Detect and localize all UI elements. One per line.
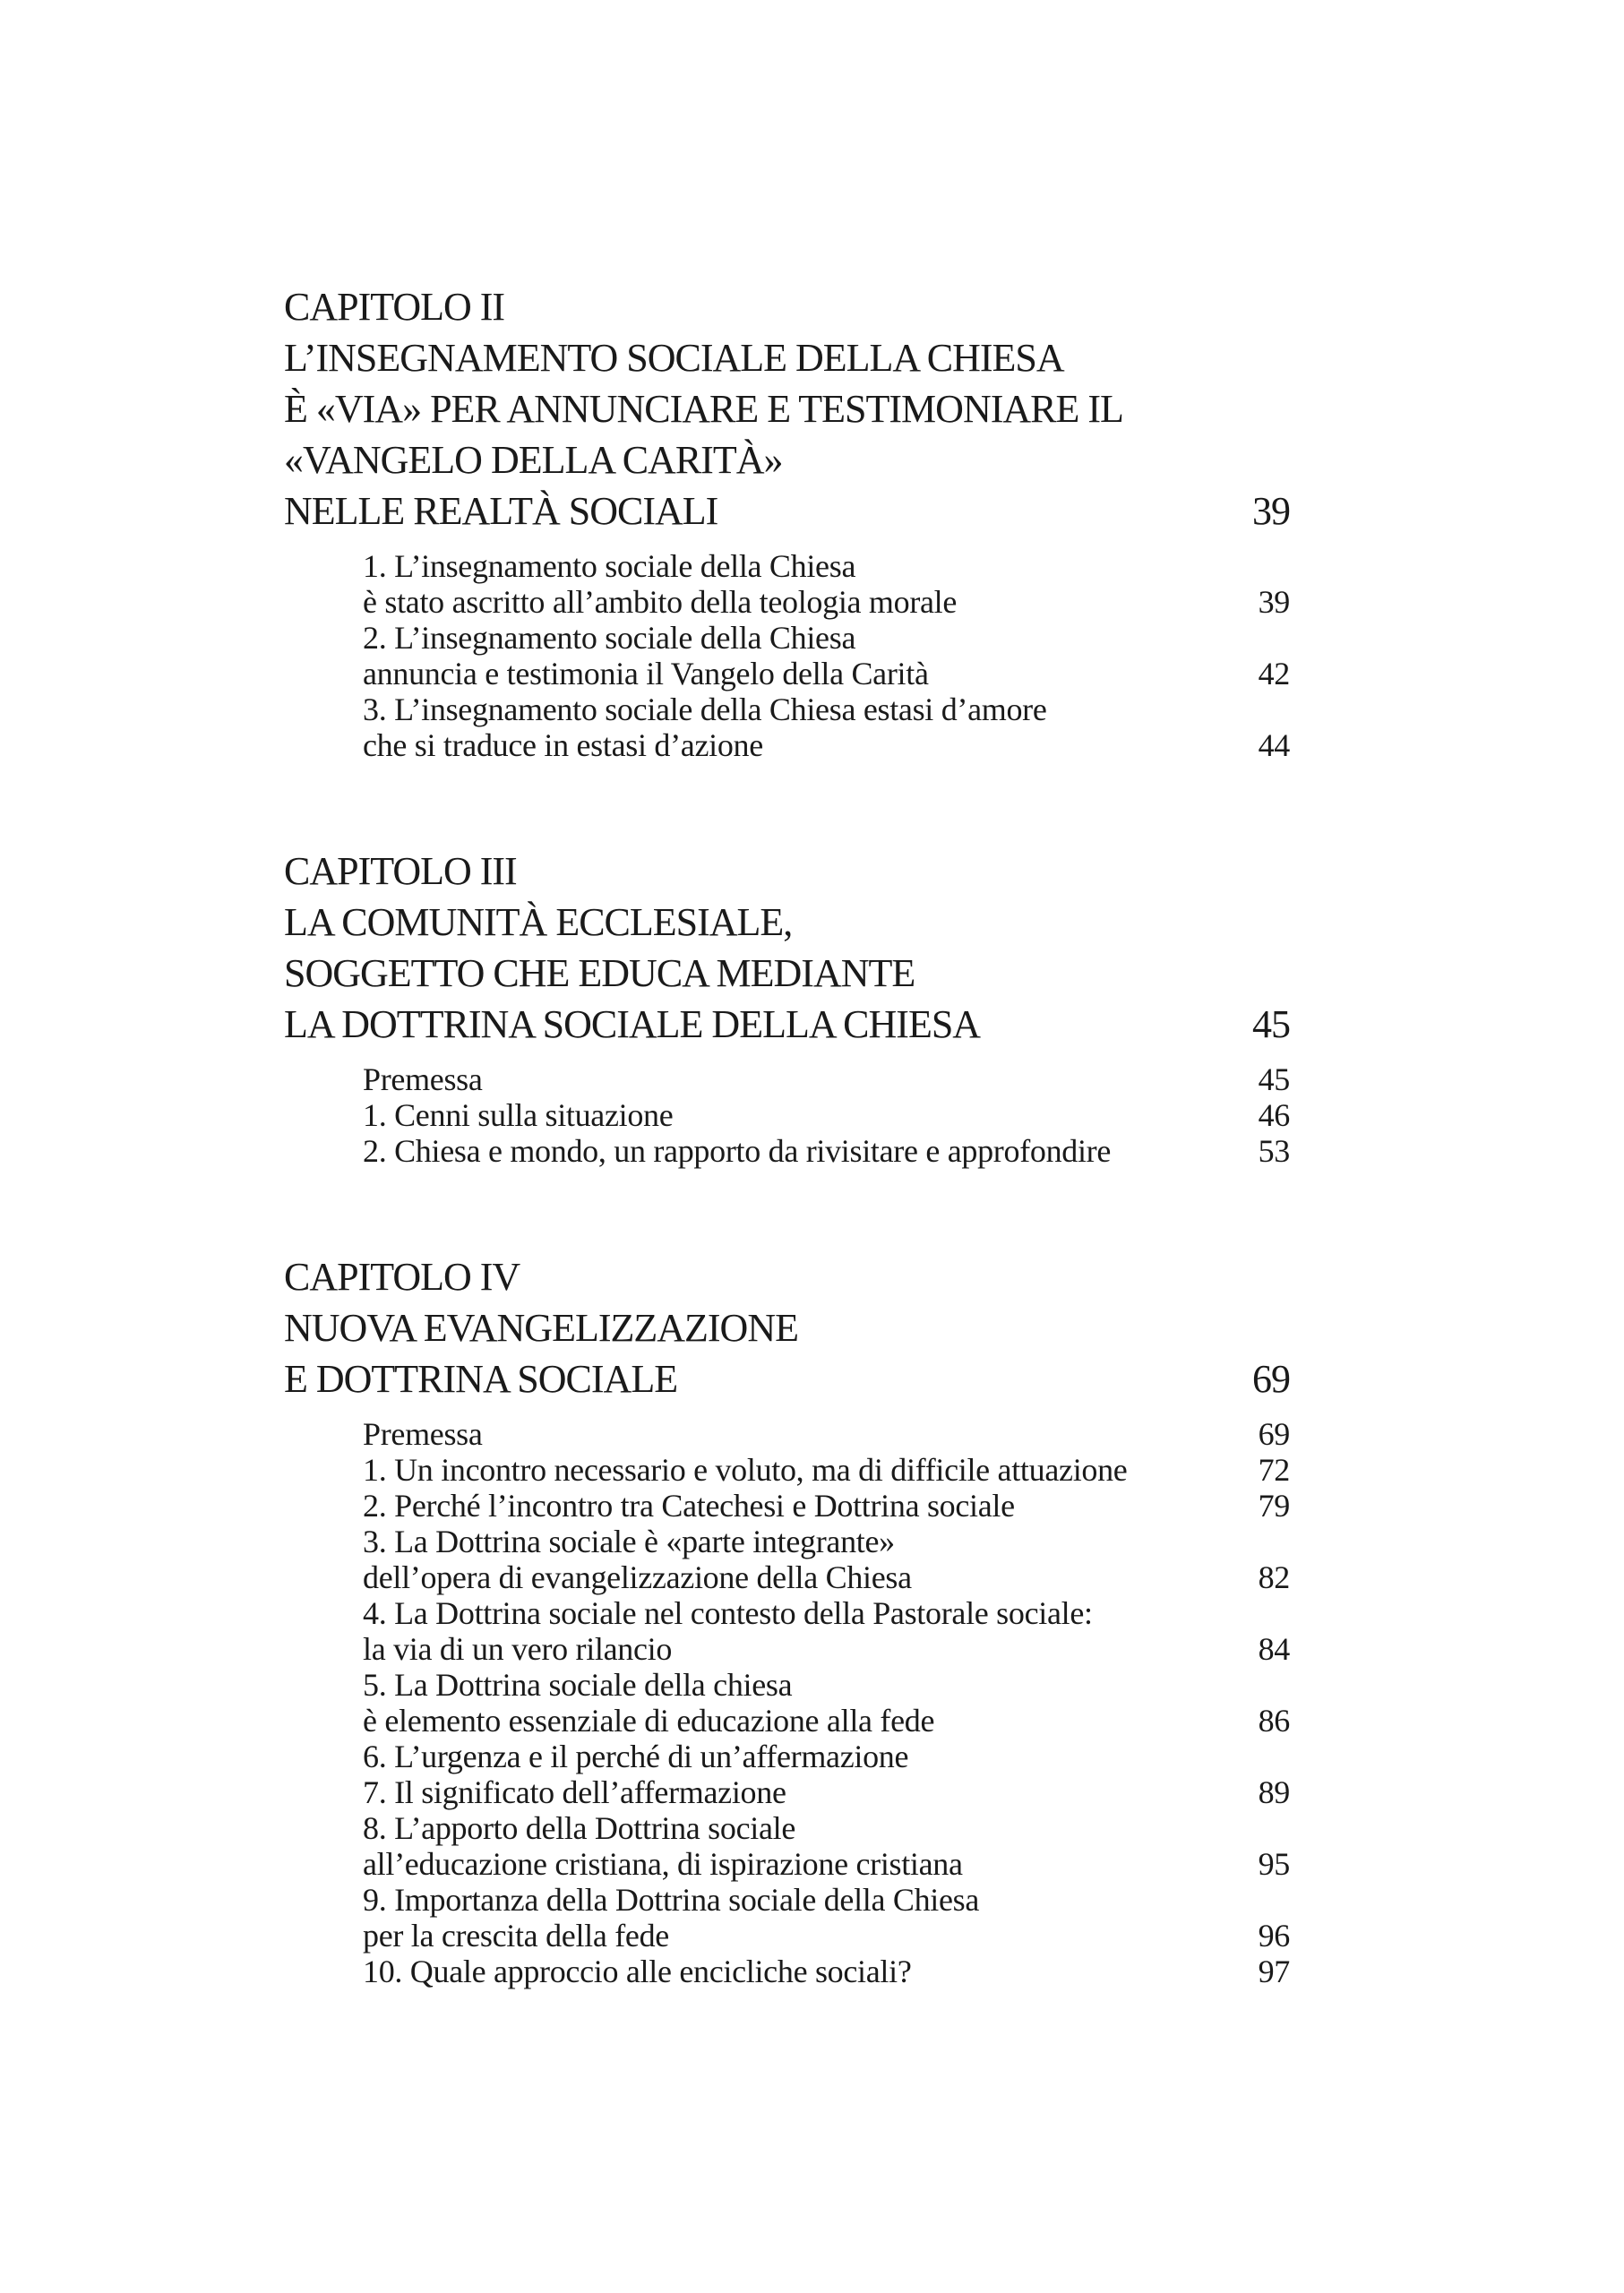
table-of-contents bbox=[284, 281, 1290, 1989]
toc-heading-text: CAPITOLO IV bbox=[284, 1255, 520, 1299]
toc-entry-text: 5. La Dottrina sociale della chiesa bbox=[363, 1667, 793, 1703]
toc-entry-line bbox=[284, 1918, 1290, 1954]
toc-heading-line bbox=[284, 332, 1290, 383]
toc-entry-line bbox=[284, 548, 1290, 584]
page-number: 39 bbox=[1258, 584, 1290, 620]
page-number: 39 bbox=[1252, 489, 1290, 533]
toc-entry-text: 3. La Dottrina sociale è «parte integrante» bbox=[363, 1524, 895, 1559]
toc-entry-line bbox=[284, 1452, 1290, 1488]
toc-heading-text: E DOTTRINA SOCIALE bbox=[284, 1357, 678, 1401]
toc-section-capitolo-3 bbox=[284, 846, 1290, 1169]
page-number: 69 bbox=[1258, 1416, 1290, 1452]
page-number: 46 bbox=[1258, 1097, 1290, 1133]
toc-heading-text: CAPITOLO II bbox=[284, 285, 505, 329]
page-number: 96 bbox=[1258, 1918, 1290, 1954]
toc-section-capitolo-4 bbox=[284, 1251, 1290, 1989]
toc-entry-text: 2. L’insegnamento sociale della Chiesa bbox=[363, 620, 856, 656]
toc-heading-line bbox=[284, 999, 1290, 1050]
toc-heading-text: LA DOTTRINA SOCIALE DELLA CHIESA bbox=[284, 1002, 981, 1046]
toc-entry-text: 2. Perché l’incontro tra Catechesi e Dottrina sociale bbox=[363, 1488, 1015, 1524]
toc-heading-text: CAPITOLO III bbox=[284, 849, 517, 893]
toc-heading-text: È «VIA» PER ANNUNCIARE E TESTIMONIARE IL bbox=[284, 387, 1123, 431]
toc-entry-text: è stato ascritto all’ambito della teologia morale bbox=[363, 584, 958, 620]
toc-entry-text: 9. Importanza della Dottrina sociale della Chiesa bbox=[363, 1882, 980, 1918]
toc-entry-line bbox=[284, 1631, 1290, 1667]
toc-entry-line bbox=[284, 727, 1290, 763]
toc-heading-line bbox=[284, 1251, 1290, 1302]
page-number: 42 bbox=[1258, 656, 1290, 691]
toc-entry-line bbox=[284, 1524, 1290, 1559]
page-number: 97 bbox=[1258, 1954, 1290, 1989]
page-number: 84 bbox=[1258, 1631, 1290, 1667]
page-number: 72 bbox=[1258, 1452, 1290, 1488]
toc-entry-text: 7. Il significato dell’affermazione bbox=[363, 1774, 786, 1810]
toc-entry-text: per la crescita della fede bbox=[363, 1918, 669, 1954]
toc-entry-line bbox=[284, 1416, 1290, 1452]
toc-entry-text: 3. L’insegnamento sociale della Chiesa estasi d’amore bbox=[363, 691, 1047, 727]
toc-heading-line bbox=[284, 1353, 1290, 1404]
page-number: 45 bbox=[1258, 1061, 1290, 1097]
toc-entry-text: 1. Un incontro necessario e voluto, ma di difficile attuazione bbox=[363, 1452, 1128, 1488]
page-number: 69 bbox=[1252, 1357, 1290, 1401]
toc-heading-text: «VANGELO DELLA CARITÀ» bbox=[284, 438, 783, 482]
toc-heading-line bbox=[284, 1302, 1290, 1353]
toc-heading-text: NUOVA EVANGELIZZAZIONE bbox=[284, 1306, 798, 1350]
toc-entry-text: dell’opera di evangelizzazione della Chiesa bbox=[363, 1559, 912, 1595]
toc-entry-text: che si traduce in estasi d’azione bbox=[363, 727, 763, 763]
toc-entry-line bbox=[284, 1774, 1290, 1810]
toc-section-capitolo-2 bbox=[284, 281, 1290, 763]
toc-heading-line bbox=[284, 281, 1290, 332]
toc-entry-text: 6. L’urgenza e il perché di un’affermazione bbox=[363, 1739, 909, 1774]
toc-entry-text: la via di un vero rilancio bbox=[363, 1631, 673, 1667]
toc-entry-line bbox=[284, 1667, 1290, 1703]
toc-heading-line bbox=[284, 434, 1290, 485]
page-number: 53 bbox=[1258, 1133, 1290, 1169]
chapter-heading bbox=[284, 846, 1290, 1050]
toc-entry-line bbox=[284, 656, 1290, 691]
toc-heading-text: LA COMUNITÀ ECCLESIALE, bbox=[284, 900, 793, 944]
toc-heading-text: NELLE REALTÀ SOCIALI bbox=[284, 489, 718, 533]
toc-entry-text: 2. Chiesa e mondo, un rapporto da rivisitare e approfondire bbox=[363, 1133, 1112, 1169]
toc-entry-line bbox=[284, 1810, 1290, 1846]
toc-entry-line bbox=[284, 1739, 1290, 1774]
toc-heading-line bbox=[284, 948, 1290, 999]
toc-entry-line bbox=[284, 1703, 1290, 1739]
chapter-heading bbox=[284, 1251, 1290, 1404]
toc-entry-text: 4. La Dottrina sociale nel contesto della Pastorale sociale: bbox=[363, 1595, 1093, 1631]
page-number: 89 bbox=[1258, 1774, 1290, 1810]
page-number: 95 bbox=[1258, 1846, 1290, 1882]
toc-entry-line bbox=[284, 584, 1290, 620]
chapter-entries bbox=[284, 1416, 1290, 1989]
page-number: 79 bbox=[1258, 1488, 1290, 1524]
toc-entry-text: è elemento essenziale di educazione alla fede bbox=[363, 1703, 935, 1739]
toc-entry-line bbox=[284, 1846, 1290, 1882]
toc-entry-text: 8. L’apporto della Dottrina sociale bbox=[363, 1810, 796, 1846]
toc-entry-line bbox=[284, 1097, 1290, 1133]
toc-heading-line bbox=[284, 846, 1290, 897]
page-number: 44 bbox=[1258, 727, 1290, 763]
toc-entry-text: annuncia e testimonia il Vangelo della Carità bbox=[363, 656, 929, 691]
toc-heading-line bbox=[284, 485, 1290, 537]
page-number: 82 bbox=[1258, 1559, 1290, 1595]
toc-entry-line bbox=[284, 1595, 1290, 1631]
chapter-entries bbox=[284, 1061, 1290, 1169]
toc-entry-text: all’educazione cristiana, di ispirazione cristiana bbox=[363, 1846, 963, 1882]
toc-entry-line bbox=[284, 1954, 1290, 1989]
toc-heading-line bbox=[284, 897, 1290, 948]
toc-entry-line bbox=[284, 1559, 1290, 1595]
page-number: 45 bbox=[1252, 1002, 1290, 1046]
toc-entry-text: Premessa bbox=[363, 1416, 483, 1452]
toc-entry-text: 10. Quale approccio alle encicliche sociali? bbox=[363, 1954, 912, 1989]
toc-entry-text: 1. L’insegnamento sociale della Chiesa bbox=[363, 548, 856, 584]
toc-entry-line bbox=[284, 1488, 1290, 1524]
toc-heading-line bbox=[284, 383, 1290, 434]
toc-heading-text: L’INSEGNAMENTO SOCIALE DELLA CHIESA bbox=[284, 336, 1064, 380]
toc-entry-line bbox=[284, 1882, 1290, 1918]
toc-heading-text: SOGGETTO CHE EDUCA MEDIANTE bbox=[284, 951, 915, 995]
toc-entry-text: Premessa bbox=[363, 1061, 483, 1097]
toc-entry-line bbox=[284, 620, 1290, 656]
toc-entry-text: 1. Cenni sulla situazione bbox=[363, 1097, 674, 1133]
toc-entry-line bbox=[284, 691, 1290, 727]
toc-entry-line bbox=[284, 1061, 1290, 1097]
page-number: 86 bbox=[1258, 1703, 1290, 1739]
chapter-heading bbox=[284, 281, 1290, 537]
toc-entry-line bbox=[284, 1133, 1290, 1169]
chapter-entries bbox=[284, 548, 1290, 763]
